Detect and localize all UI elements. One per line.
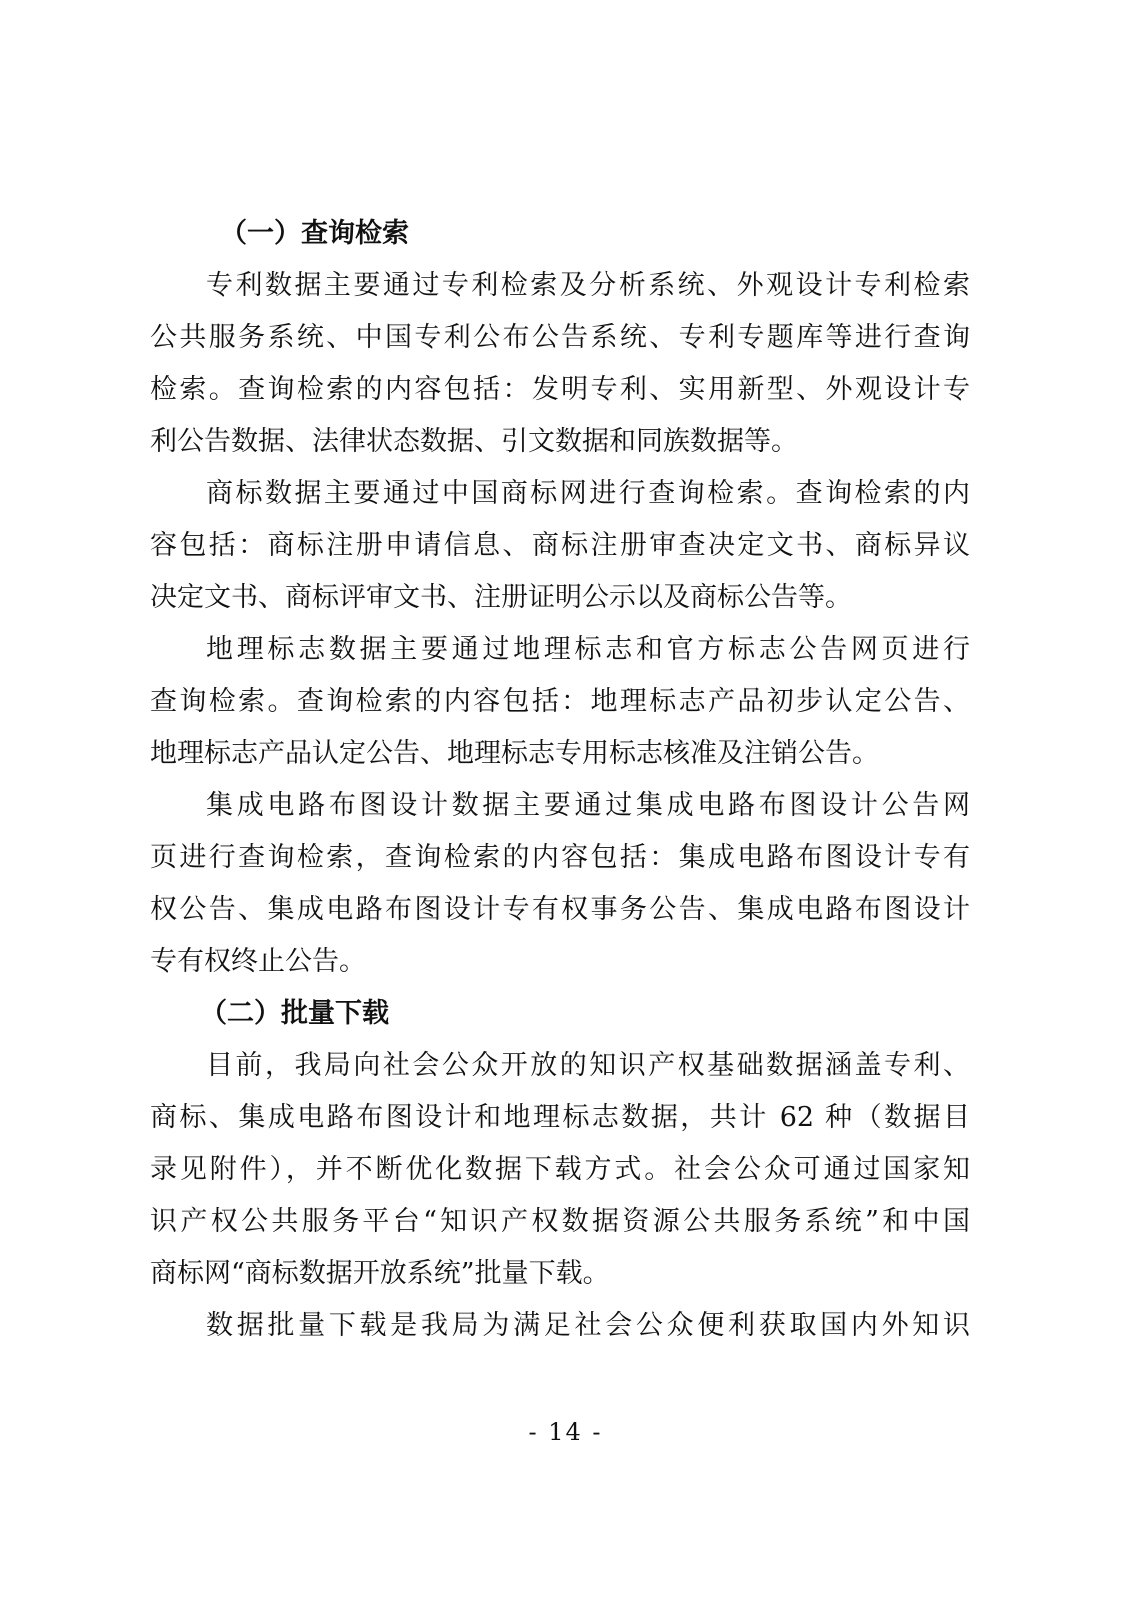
text-line: 公共服务系统、中国专利公布公告系统、专利专题库等进行查询 bbox=[150, 322, 970, 353]
text-line: 地理标志数据主要通过地理标志和官方标志公告网页进行 bbox=[206, 634, 970, 665]
text-line: 页进行查询检索，查询检索的内容包括：集成电路布图设计专有 bbox=[150, 842, 970, 873]
text-line: 商标数据主要通过中国商标网进行查询检索。查询检索的内 bbox=[206, 478, 970, 509]
text-line: 集成电路布图设计数据主要通过集成电路布图设计公告网 bbox=[206, 790, 970, 821]
paragraph-bulk-download bbox=[150, 1300, 970, 1352]
text-line: 专利数据主要通过专利检索及分析系统、外观设计专利检索 bbox=[206, 270, 970, 301]
text-line: 数据批量下载是我局为满足社会公众便利获取国内外知识 bbox=[206, 1310, 970, 1341]
text-line: 地理标志产品认定公告、地理标志专用标志核准及注销公告。 bbox=[150, 738, 879, 769]
text-line: 识产权公共服务平台“知识产权数据资源公共服务系统”和中国 bbox=[150, 1206, 970, 1237]
text-line: 利公告数据、法律状态数据、引文数据和同族数据等。 bbox=[150, 426, 798, 457]
text-line: 查询检索。查询检索的内容包括：地理标志产品初步认定公告、 bbox=[150, 686, 970, 717]
text-line: 检索。查询检索的内容包括：发明专利、实用新型、外观设计专 bbox=[150, 374, 970, 405]
page-number: - 14 - bbox=[528, 1418, 603, 1446]
text-line: 目前，我局向社会公众开放的知识产权基础数据涵盖专利、 bbox=[206, 1050, 970, 1081]
text-line: 商标、集成电路布图设计和地理标志数据，共计 62 种（数据目 bbox=[150, 1102, 970, 1133]
paragraph-open-data bbox=[150, 1040, 970, 1300]
paragraph-ic-layout-data bbox=[150, 780, 970, 988]
page-body bbox=[150, 208, 970, 1352]
paragraph-patent-data bbox=[150, 260, 970, 468]
text-line: 专有权终止公告。 bbox=[150, 946, 366, 977]
text-line: 决定文书、商标评审文书、注册证明公示以及商标公告等。 bbox=[150, 582, 852, 613]
section-heading-query: （一）查询检索 bbox=[220, 218, 409, 249]
text-line: 商标网“商标数据开放系统”批量下载。 bbox=[150, 1258, 610, 1289]
paragraph-geo-indication-data bbox=[150, 624, 970, 780]
text-line: 录见附件），并不断优化数据下载方式。社会公众可通过国家知 bbox=[150, 1154, 970, 1185]
section-heading-bulk-download: （二）批量下载 bbox=[200, 998, 389, 1029]
text-line: 容包括：商标注册申请信息、商标注册审查决定文书、商标异议 bbox=[150, 530, 970, 561]
text-line: 权公告、集成电路布图设计专有权事务公告、集成电路布图设计 bbox=[150, 894, 970, 925]
paragraph-trademark-data bbox=[150, 468, 970, 624]
